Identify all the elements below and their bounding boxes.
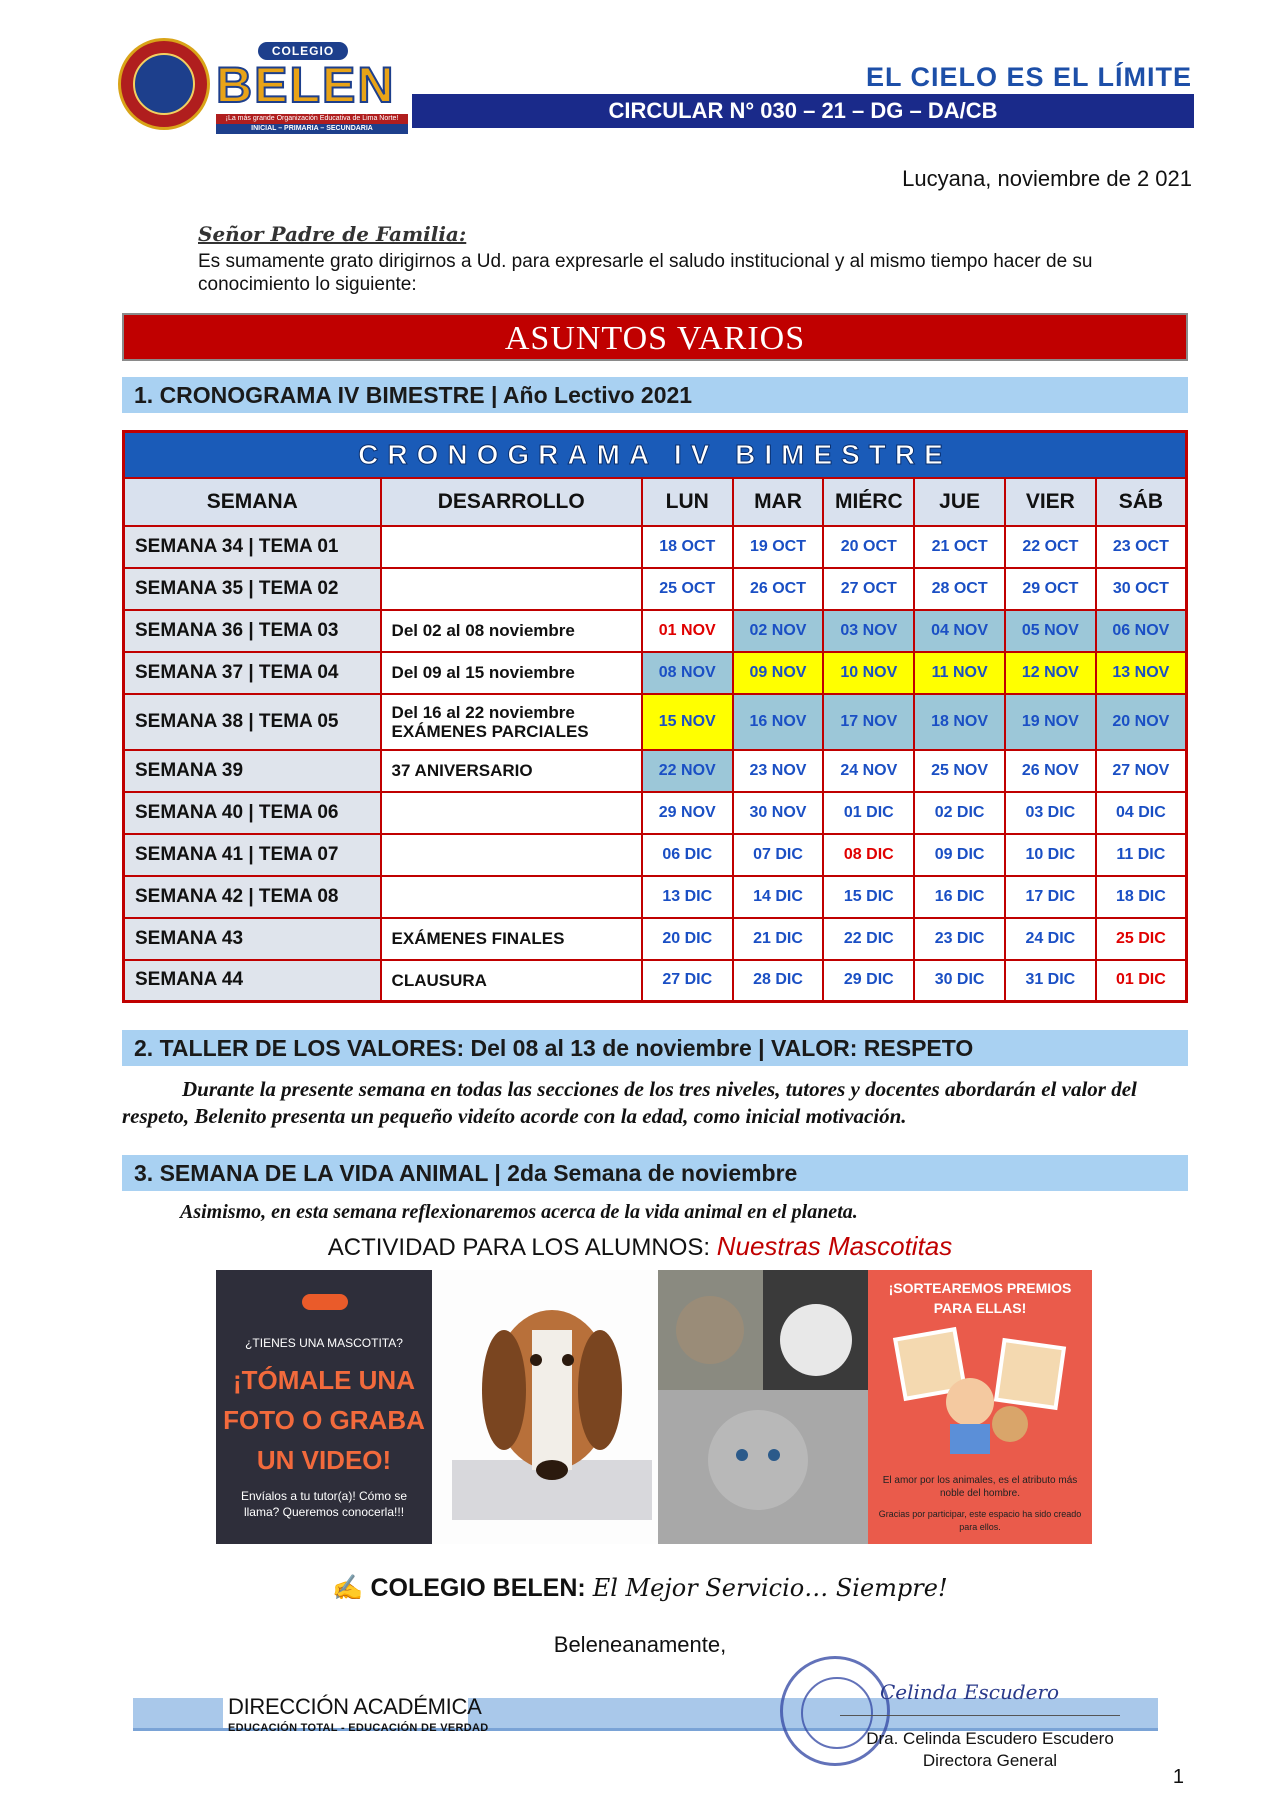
prizes-headline: ¡SORTEAREMOS PREMIOS PARA ELLAS! bbox=[888, 1280, 1072, 1316]
day-cell: 29 OCT bbox=[1005, 568, 1096, 610]
poster-small-text: Envíalos a tu tutor(a)! Cómo se llama? Queremos conocerla!!! bbox=[240, 1489, 408, 1519]
day-cell: 24 NOV bbox=[823, 750, 914, 792]
week-cell: SEMANA 43 bbox=[124, 918, 381, 960]
day-cell: 26 OCT bbox=[733, 568, 824, 610]
day-cell: 02 NOV bbox=[733, 610, 824, 652]
valores-paragraph: Durante la presente semana en todas las secciones de los tres niveles, tutores y docentes abordarán el valor del respeto, Belenito presenta un pequeño videíto acorde con la edad, como inicial motivación. bbox=[122, 1077, 1137, 1128]
day-cell: 06 NOV bbox=[1096, 610, 1187, 652]
day-cell: 19 OCT bbox=[733, 526, 824, 568]
day-cell: 23 DIC bbox=[914, 918, 1005, 960]
closing: Beleneanamente, bbox=[553, 1632, 727, 1657]
day-cell: 24 DIC bbox=[1005, 918, 1096, 960]
tagline bbox=[0, 1574, 1280, 1603]
schedule-header-cell: LUN bbox=[642, 478, 733, 526]
day-cell: 23 OCT bbox=[1096, 526, 1187, 568]
day-cell: 11 NOV bbox=[914, 652, 1005, 694]
logo-name: BELEN bbox=[216, 57, 396, 113]
development-cell: Del 02 al 08 noviembre bbox=[381, 610, 642, 652]
poster-big-line-1: ¡TÓMALE UNA bbox=[233, 1365, 415, 1395]
signer-block bbox=[840, 1728, 1140, 1772]
section-3-title: 3. SEMANA DE LA VIDA ANIMAL | 2da Semana de noviembre bbox=[122, 1155, 1188, 1191]
day-cell: 14 DIC bbox=[733, 876, 824, 918]
development-cell bbox=[381, 568, 642, 610]
schedule-header-cell: JUE bbox=[914, 478, 1005, 526]
department-name: DIRECCIÓN ACADÉMICA bbox=[228, 1694, 482, 1719]
day-cell: 09 DIC bbox=[914, 834, 1005, 876]
tagline-brand: COLEGIO BELEN: bbox=[370, 1574, 586, 1602]
activity-name: Nuestras Mascotitas bbox=[716, 1231, 953, 1261]
logo-levels: INICIAL – PRIMARIA – SECUNDARIA bbox=[216, 124, 408, 134]
day-cell: 12 NOV bbox=[1005, 652, 1096, 694]
activity-label: ACTIVIDAD PARA LOS ALUMNOS: bbox=[327, 1234, 711, 1261]
signer-title: Directora General bbox=[922, 1751, 1058, 1770]
logo-colegio: COLEGIO bbox=[258, 42, 348, 60]
schedule-row bbox=[124, 526, 1187, 568]
day-cell: 17 DIC bbox=[1005, 876, 1096, 918]
schedule-row bbox=[124, 750, 1187, 792]
day-cell: 20 NOV bbox=[1096, 694, 1187, 750]
poster-big-line-2: FOTO O GRABA bbox=[223, 1405, 425, 1435]
week-cell: SEMANA 37 | TEMA 04 bbox=[124, 652, 381, 694]
schedule-row bbox=[124, 568, 1187, 610]
day-cell: 26 NOV bbox=[1005, 750, 1096, 792]
day-cell: 22 DIC bbox=[823, 918, 914, 960]
day-cell: 19 NOV bbox=[1005, 694, 1096, 750]
day-cell: 05 NOV bbox=[1005, 610, 1096, 652]
schedule-header-cell: MIÉRC bbox=[823, 478, 914, 526]
signer-name: Dra. Celinda Escudero Escudero bbox=[866, 1729, 1114, 1748]
schedule-row bbox=[124, 876, 1187, 918]
schedule-header-cell: VIER bbox=[1005, 478, 1096, 526]
poster-call-panel bbox=[216, 1270, 432, 1544]
day-cell: 07 DIC bbox=[733, 834, 824, 876]
development-cell: EXÁMENES FINALES bbox=[381, 918, 642, 960]
day-cell: 08 DIC bbox=[823, 834, 914, 876]
day-cell: 13 NOV bbox=[1096, 652, 1187, 694]
day-cell: 01 DIC bbox=[1096, 960, 1187, 1002]
day-cell: 10 DIC bbox=[1005, 834, 1096, 876]
day-cell: 22 NOV bbox=[642, 750, 733, 792]
day-cell: 30 OCT bbox=[1096, 568, 1187, 610]
day-cell: 30 NOV bbox=[733, 792, 824, 834]
day-cell: 01 DIC bbox=[823, 792, 914, 834]
development-cell: Del 09 al 15 noviembre bbox=[381, 652, 642, 694]
week-cell: SEMANA 34 | TEMA 01 bbox=[124, 526, 381, 568]
intro-paragraph: Es sumamente grato dirigirnos a Ud. para expresarle el saludo institucional y al mismo tiempo hacer de su conocimiento lo siguiente: bbox=[198, 251, 1093, 295]
tagline-script: El Mejor Servicio… Siempre! bbox=[592, 1574, 948, 1602]
day-cell: 20 DIC bbox=[642, 918, 733, 960]
schedule-row bbox=[124, 918, 1187, 960]
schedule-row bbox=[124, 960, 1187, 1002]
day-cell: 30 DIC bbox=[914, 960, 1005, 1002]
day-cell: 13 DIC bbox=[642, 876, 733, 918]
day-cell: 21 DIC bbox=[733, 918, 824, 960]
development-cell bbox=[381, 526, 642, 568]
day-cell: 27 DIC bbox=[642, 960, 733, 1002]
salutation: Señor Padre de Familia: bbox=[198, 222, 467, 246]
section-1-title: 1. CRONOGRAMA IV BIMESTRE | Año Lectivo 2021 bbox=[122, 377, 1188, 413]
signature: Celinda Escudero bbox=[880, 1680, 1060, 1704]
school-logo bbox=[118, 38, 408, 134]
week-cell: SEMANA 41 | TEMA 07 bbox=[124, 834, 381, 876]
week-cell: SEMANA 39 bbox=[124, 750, 381, 792]
day-cell: 18 OCT bbox=[642, 526, 733, 568]
day-cell: 09 NOV bbox=[733, 652, 824, 694]
logo-tagline: ¡La más grande Organización Educativa de Lima Norte! bbox=[216, 114, 408, 124]
prizes-quote: El amor por los animales, es el atributo más noble del hombre. bbox=[882, 1475, 1078, 1499]
day-cell: 16 DIC bbox=[914, 876, 1005, 918]
dog-photo bbox=[432, 1270, 658, 1544]
day-cell: 27 OCT bbox=[823, 568, 914, 610]
day-cell: 18 NOV bbox=[914, 694, 1005, 750]
tagline-icon: ✍ bbox=[332, 1574, 371, 1602]
day-cell: 15 NOV bbox=[642, 694, 733, 750]
motto: EL CIELO ES EL LÍMITE bbox=[865, 62, 1192, 92]
day-cell: 17 NOV bbox=[823, 694, 914, 750]
prizes-panel bbox=[868, 1270, 1092, 1544]
day-cell: 22 OCT bbox=[1005, 526, 1096, 568]
week-cell: SEMANA 44 bbox=[124, 960, 381, 1002]
pets-poster bbox=[216, 1270, 1092, 1544]
week-cell: SEMANA 36 | TEMA 03 bbox=[124, 610, 381, 652]
day-cell: 01 NOV bbox=[642, 610, 733, 652]
development-cell bbox=[381, 876, 642, 918]
day-cell: 11 DIC bbox=[1096, 834, 1187, 876]
activity-line bbox=[0, 1231, 1280, 1262]
animal-paragraph: Asimismo, en esta semana reflexionaremos acerca de la vida animal en el planeta. bbox=[180, 1201, 858, 1223]
day-cell: 04 DIC bbox=[1096, 792, 1187, 834]
schedule-header-cell: SEMANA bbox=[124, 478, 381, 526]
day-cell: 06 DIC bbox=[642, 834, 733, 876]
day-cell: 29 NOV bbox=[642, 792, 733, 834]
day-cell: 31 DIC bbox=[1005, 960, 1096, 1002]
day-cell: 03 DIC bbox=[1005, 792, 1096, 834]
schedule-header-cell: MAR bbox=[733, 478, 824, 526]
day-cell: 27 NOV bbox=[1096, 750, 1187, 792]
day-cell: 21 OCT bbox=[914, 526, 1005, 568]
bone-icon bbox=[302, 1294, 348, 1310]
day-cell: 16 NOV bbox=[733, 694, 824, 750]
schedule-title: CRONOGRAMA IV BIMESTRE bbox=[124, 432, 1187, 478]
development-cell: CLAUSURA bbox=[381, 960, 642, 1002]
day-cell: 08 NOV bbox=[642, 652, 733, 694]
day-cell: 15 DIC bbox=[823, 876, 914, 918]
day-cell: 23 NOV bbox=[733, 750, 824, 792]
school-seal bbox=[118, 38, 210, 130]
schedule-table bbox=[122, 430, 1188, 1003]
footer-bar-left bbox=[133, 1698, 223, 1730]
circular-number: CIRCULAR N° 030 – 21 – DG – DA/CB bbox=[412, 94, 1194, 128]
signature-line bbox=[840, 1715, 1120, 1716]
development-cell: Del 16 al 22 noviembre EXÁMENES PARCIALES bbox=[381, 694, 642, 750]
main-title: ASUNTOS VARIOS bbox=[122, 313, 1188, 361]
development-cell bbox=[381, 834, 642, 876]
schedule-row bbox=[124, 834, 1187, 876]
department-subtitle: EDUCACIÓN TOTAL - EDUCACIÓN DE VERDAD bbox=[228, 1722, 489, 1734]
schedule-header-cell: DESARROLLO bbox=[381, 478, 642, 526]
day-cell: 25 DIC bbox=[1096, 918, 1187, 960]
week-cell: SEMANA 40 | TEMA 06 bbox=[124, 792, 381, 834]
schedule-row bbox=[124, 792, 1187, 834]
day-cell: 04 NOV bbox=[914, 610, 1005, 652]
day-cell: 10 NOV bbox=[823, 652, 914, 694]
place-date: Lucyana, noviembre de 2 021 bbox=[902, 166, 1192, 191]
schedule-row bbox=[124, 652, 1187, 694]
schedule-header-row bbox=[124, 478, 1187, 526]
poster-question: ¿TIENES UNA MASCOTITA? bbox=[245, 1336, 403, 1350]
schedule-header-cell: SÁB bbox=[1096, 478, 1187, 526]
day-cell: 18 DIC bbox=[1096, 876, 1187, 918]
prizes-thanks: Gracias por participar, este espacio ha sido creado para ellos. bbox=[878, 1509, 1082, 1532]
week-cell: SEMANA 38 | TEMA 05 bbox=[124, 694, 381, 750]
day-cell: 28 OCT bbox=[914, 568, 1005, 610]
section-2-title: 2. TALLER DE LOS VALORES: Del 08 al 13 de noviembre | VALOR: RESPETO bbox=[122, 1030, 1188, 1066]
day-cell: 03 NOV bbox=[823, 610, 914, 652]
development-cell: 37 ANIVERSARIO bbox=[381, 750, 642, 792]
cats-photo bbox=[658, 1270, 868, 1544]
week-cell: SEMANA 35 | TEMA 02 bbox=[124, 568, 381, 610]
schedule-row bbox=[124, 694, 1187, 750]
day-cell: 29 DIC bbox=[823, 960, 914, 1002]
poster-big-line-3: UN VIDEO! bbox=[256, 1445, 392, 1475]
day-cell: 28 DIC bbox=[733, 960, 824, 1002]
day-cell: 20 OCT bbox=[823, 526, 914, 568]
page-number: 1 bbox=[1172, 1766, 1184, 1788]
week-cell: SEMANA 42 | TEMA 08 bbox=[124, 876, 381, 918]
day-cell: 25 NOV bbox=[914, 750, 1005, 792]
development-cell bbox=[381, 792, 642, 834]
schedule-row bbox=[124, 610, 1187, 652]
day-cell: 25 OCT bbox=[642, 568, 733, 610]
day-cell: 02 DIC bbox=[914, 792, 1005, 834]
